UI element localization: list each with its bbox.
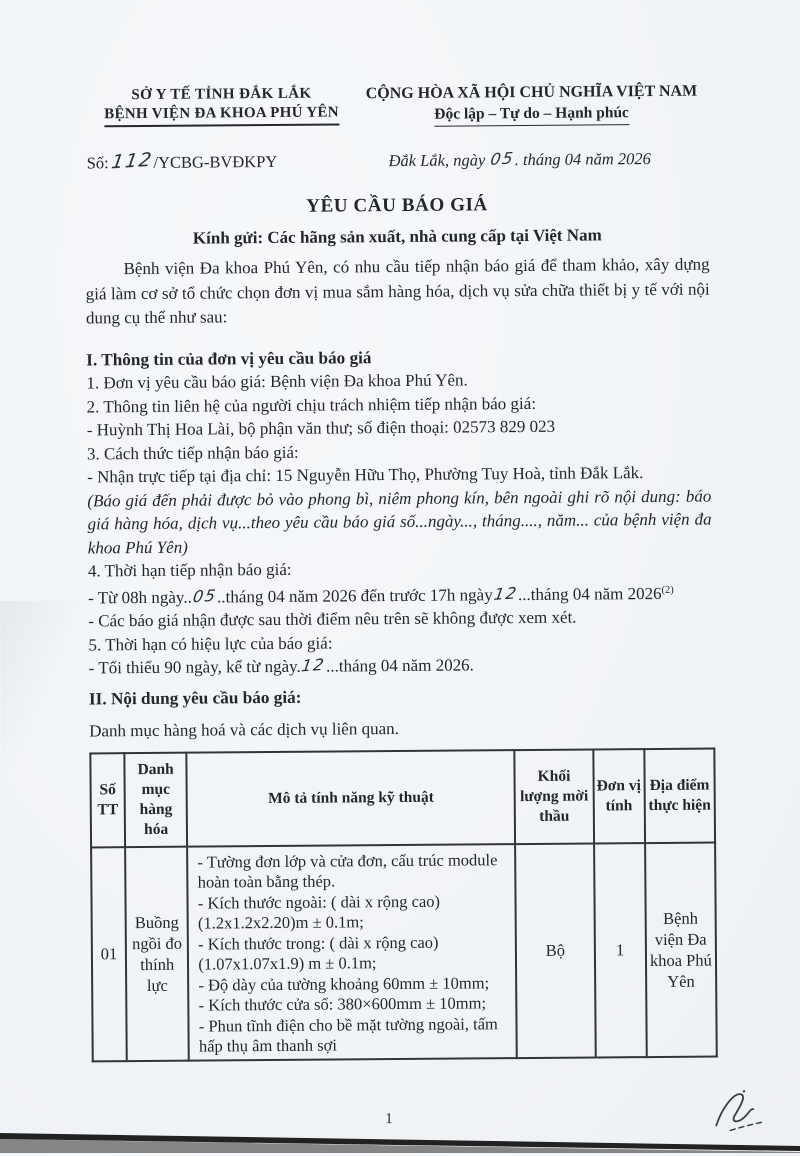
- org-parent-name: SỞ Y TẾ TỈNH ĐẮK LẮK: [131, 85, 312, 104]
- deadline-mid: ..tháng 04 năm 2026 đến trước 17h ngày: [217, 584, 493, 606]
- column-header-description: Mô tả tính năng kỹ thuật: [187, 750, 516, 847]
- column-header-item: Danh mục hàng hóa: [124, 752, 187, 846]
- handwritten-start-day: 05: [191, 585, 218, 606]
- section-1-heading: I. Thông tin của đơn vị yêu cầu báo giá: [86, 347, 372, 369]
- table-lead-in: Danh mục hàng hoá và các dịch vụ liên quan.: [89, 719, 399, 741]
- footnote-marker: (2): [661, 584, 674, 596]
- section-2-heading: II. Nội dung yêu cầu báo giá:: [88, 687, 302, 708]
- cell-item-name: Buồng ngồi đo thính lực: [125, 846, 189, 1060]
- desc-line: - Kích thước ngoài: ( dài x rộng cao) (1.2x1.2x2.20)m ± 0.1m;: [197, 891, 441, 933]
- handwritten-end-day: 12: [492, 582, 519, 604]
- section-1-item-4: 4. Thời hạn tiếp nhận báo giá:: [87, 559, 292, 581]
- column-header-stt: Số TT: [90, 753, 125, 847]
- desc-line: - Kích thước cửa sổ: 380×600mm ± 10mm;: [198, 993, 487, 1015]
- cell-location: Bệnh viện Đa khoa Phú Yên: [645, 842, 717, 1057]
- handwritten-validity-day: 12: [300, 654, 327, 676]
- validity-post: ...tháng 04 năm 2026.: [326, 655, 474, 676]
- section-1-item-5: 5. Thời hạn có hiệu lực của báo giá:: [88, 633, 333, 654]
- deadline-pre: - Từ 08h ngày..: [88, 587, 192, 607]
- intro-paragraph: Bệnh viện Đa khoa Phú Yên, có nhu cầu tiếp nhận báo giá để tham khảo, xây dựng giá làm cơ sở tổ chức chọn đơn vị mua sắm hàng hóa, dịch vụ sửa chữa thiết bị y tế với nội dung cụ thể như sau:: [85, 254, 710, 328]
- national-motto-line1: CỘNG HÒA XÃ HỘI CHỦ NGHĨA VIỆT NAM: [365, 82, 698, 103]
- section-1-item-3-detail: - Nhận trực tiếp tại địa chỉ: 15 Nguyễn Hữu Thọ, Phường Tuy Hoà, tỉnh Đắk Lắk.: [87, 463, 644, 487]
- salutation-line: Kính gửi: Các hãng sản xuất, nhà cung cấp tại Việt Nam: [192, 225, 602, 248]
- cell-quantity: Bộ: [515, 843, 595, 1058]
- date-post: . tháng 04 năm 2026: [514, 149, 651, 170]
- section-1-item-1: 1. Đơn vị yêu cầu báo giá: Bệnh viện Đa khoa Phú Yên.: [86, 370, 468, 393]
- desc-line: - Tường đơn lớp và cửa đơn, cấu trúc module hoàn toàn bằng thép.: [197, 849, 498, 892]
- doc-no-suffix: /YCBG-BVĐKPY: [153, 151, 278, 172]
- handwritten-doc-number: 112: [109, 148, 155, 174]
- section-1-item-2: 2. Thông tin liên hệ của người chịu trách nhiệm tiếp nhận báo giá:: [86, 393, 537, 416]
- page-title: YÊU CẦU BÁO GIÁ: [306, 194, 488, 217]
- cell-unit: 1: [594, 843, 647, 1057]
- handwritten-day: 05: [488, 148, 516, 169]
- date-pre: Đắk Lắk, ngày: [388, 150, 490, 171]
- column-header-quantity: Khối lượng mời thầu: [515, 749, 594, 844]
- column-header-location: Địa điểm thực hiện: [644, 748, 715, 843]
- desc-line: - Kích thước trong: ( dài x rộng cao) (1.07x1.07x1.9) m ± 0.1m;: [198, 932, 439, 974]
- desc-line: - Độ dày của tường khoảng 60mm ± 10mm;: [198, 972, 490, 995]
- cell-stt: 01: [91, 847, 127, 1061]
- org-name: BỆNH VIỆN ĐA KHOA PHÚ YÊN: [104, 103, 339, 127]
- desc-line: - Phun tĩnh điện cho bề mặt tường ngoài, tấm hấp thụ âm thanh sợi: [198, 1013, 498, 1056]
- national-motto-line2: Độc lập – Tự do – Hạnh phúc: [434, 104, 629, 127]
- section-1-item-3: 3. Cách thức tiếp nhận báo giá:: [86, 442, 299, 463]
- deadline-post: ...tháng 04 năm 2026: [517, 583, 662, 604]
- doc-no-label: Số:: [86, 153, 109, 173]
- section-1-item-4-note: - Các báo giá nhận được sau thời điểm nêu trên sẽ không được xem xét.: [88, 607, 577, 631]
- envelope-instruction-note: (Báo giá đến phải được bỏ vào phong bì, niêm phong kín, bên ngoài ghi rõ nội dung: báo giá hàng hóa, dịch vụ...theo yêu cầu báo giá số...ngày..., tháng...., năm... của bệnh viện đa khoa Phú Yên): [87, 486, 712, 557]
- validity-pre: - Tối thiểu 90 ngày, kể từ ngày.: [88, 656, 301, 678]
- page-number: 1: [385, 1111, 393, 1128]
- section-1-item-2-detail: - Huỳnh Thị Hoa Lài, bộ phận văn thư; số điện thoại: 02573 829 023: [86, 416, 556, 440]
- column-header-unit: Đơn vị tính: [593, 749, 645, 843]
